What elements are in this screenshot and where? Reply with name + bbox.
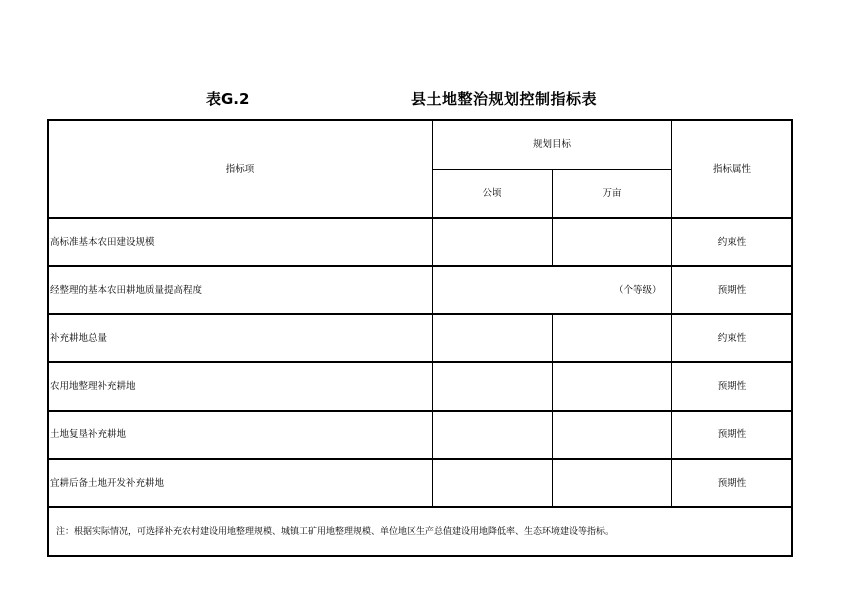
row-attribute: 预期性 bbox=[717, 429, 747, 440]
row-label: 农用地整理补充耕地 bbox=[50, 381, 136, 392]
row-attribute: 预期性 bbox=[717, 285, 747, 296]
row-attribute: 预期性 bbox=[717, 478, 747, 489]
table-code: 表G.2 bbox=[206, 90, 250, 108]
col-divider bbox=[432, 119, 433, 507]
row-divider bbox=[47, 458, 793, 460]
header-attribute: 指标属性 bbox=[712, 164, 752, 175]
row-label: 补充耕地总量 bbox=[50, 333, 108, 344]
table-footnote: 注：根据实际情况，可选择补充农村建设用地整理规模、城镇工矿用地整理规模、单位地区生产总值建设用地降低率、生态环境建设等指标。 bbox=[56, 527, 615, 537]
row-label: 土地复垦补充耕地 bbox=[50, 429, 127, 440]
row-divider bbox=[47, 265, 793, 267]
row-attribute: 约束性 bbox=[717, 237, 747, 248]
header-unit-hectare: 公顷 bbox=[482, 188, 502, 199]
row-label: 高标准基本农田建设规模 bbox=[50, 237, 155, 248]
row-divider bbox=[47, 361, 793, 363]
row-divider bbox=[47, 217, 793, 219]
col-divider bbox=[552, 313, 553, 507]
row-label: 宜耕后备土地开发补充耕地 bbox=[50, 478, 165, 489]
header-indicator: 指标项 bbox=[225, 164, 255, 175]
merged-unit-note: （个等级） bbox=[614, 285, 662, 296]
table-title: 县土地整治规划控制指标表 bbox=[411, 90, 598, 108]
header-unit-mu: 万亩 bbox=[602, 188, 622, 199]
header-target-group: 规划目标 bbox=[532, 139, 572, 150]
row-divider bbox=[47, 410, 793, 412]
table-border-right bbox=[791, 119, 793, 556]
table-border-top bbox=[47, 119, 793, 121]
col-divider bbox=[552, 169, 553, 266]
row-attribute: 预期性 bbox=[717, 381, 747, 392]
col-divider bbox=[671, 119, 672, 507]
table-border-bottom bbox=[47, 555, 793, 557]
row-divider bbox=[47, 506, 793, 508]
row-label: 经整理的基本农田耕地质量提高程度 bbox=[50, 285, 203, 296]
row-attribute: 约束性 bbox=[717, 333, 747, 344]
table-border-left bbox=[47, 119, 49, 556]
row-divider bbox=[47, 313, 793, 315]
